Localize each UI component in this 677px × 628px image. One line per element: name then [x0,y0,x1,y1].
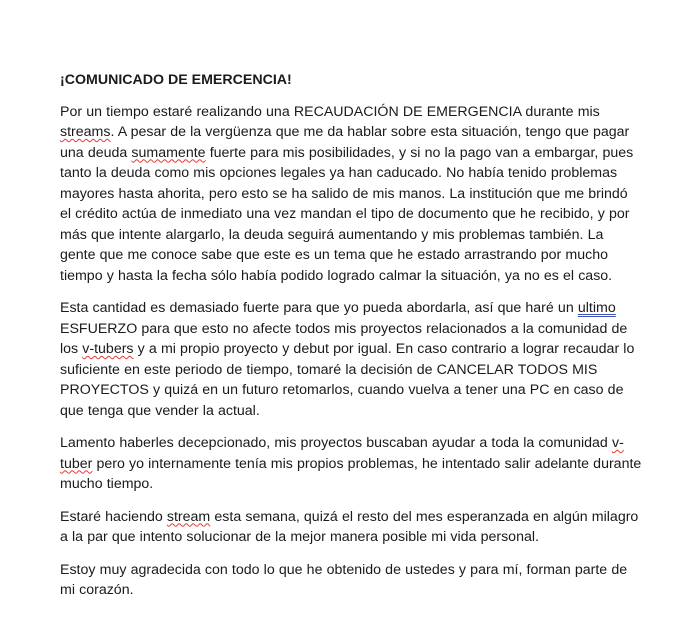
spellcheck-word-v-tuber[interactable]: v-tuber [60,435,624,472]
paragraph-3-text: pero yo internamente tenía mis propios problemas, he intentado salir adelante durante mucho tiempo. [60,455,642,492]
paragraph-3 [60,433,642,495]
spellcheck-word-v-tubers[interactable]: v-tubers [82,341,134,357]
paragraph-4 [60,507,642,548]
paragraph-1-text: fuerte para mis posibilidades, y si no la pago van a embargar, pues tanto la deuda como mis opciones legales ya han caducado. No había tenido problemas mayores hasta ahorita, pero esto se ha salido de mis manos. La institución que me brindó el crédito actúa de inmediato una vez mandan el tipo de documento que he recibido, y por más que intente alargarlo, la deuda seguirá aumentando y mis problemas también. La gente que me conoce sabe que este es un tema que he estado arrastrando por mucho tiempo y hasta la fecha sólo había podido logrado calmar la situación, ya no es el caso. [60,144,634,284]
paragraph-3-text: Lamento haberles decepcionado, mis proyectos buscaban ayudar a toda la comunidad [60,435,612,451]
paragraph-1-text: . A pesar de la vergüenza que me da hablar sobre esta situación, tengo que pagar una deuda [60,124,630,161]
paragraph-5-text: Estoy muy agradecida con todo lo que he obtenido de ustedes y para mí, forman parte de mi corazón. [60,561,628,598]
paragraph-4-text: esta semana, quizá el resto del mes esperanzada en algún milagro a la par que intento solucionar de la mejor manera posible mi vida personal. [60,508,639,545]
grammar-word-ultimo[interactable]: ultimo [577,300,616,316]
paragraph-2-text: y a mi propio proyecto y debut por igual. En caso contrario a lograr recaudar lo suficiente en este periodo de tiempo, tomaré la decisión de CANCELAR TODOS MIS PROYECTOS y quizá en un futuro retomarlos, cuando vuelva a tener una PC en caso de que tenga que vender la actual. [60,341,635,419]
paragraph-1 [60,102,642,287]
document-page [60,70,642,613]
paragraph-2 [60,298,642,421]
paragraph-2-text: ESFUERZO para que esto no afecte todos mis proyectos relacionados a la comunidad de los [60,320,628,357]
spellcheck-word-streams[interactable]: streams [60,124,111,140]
spellcheck-word-stream[interactable]: stream [166,508,211,525]
paragraph-1-text: Por un tiempo estaré realizando una RECAUDACIÓN DE EMERGENCIA durante mis [60,103,600,120]
paragraph-2-text: Esta cantidad es demasiado fuerte para que yo pueda abordarla, así que haré un [60,300,578,316]
paragraph-5 [60,560,642,601]
document-title: ¡COMUNICADO DE EMERCENCIA! [60,72,292,88]
paragraph-4-text: Estaré haciendo [60,508,167,525]
spellcheck-word-sumamente[interactable]: sumamente [131,144,206,161]
